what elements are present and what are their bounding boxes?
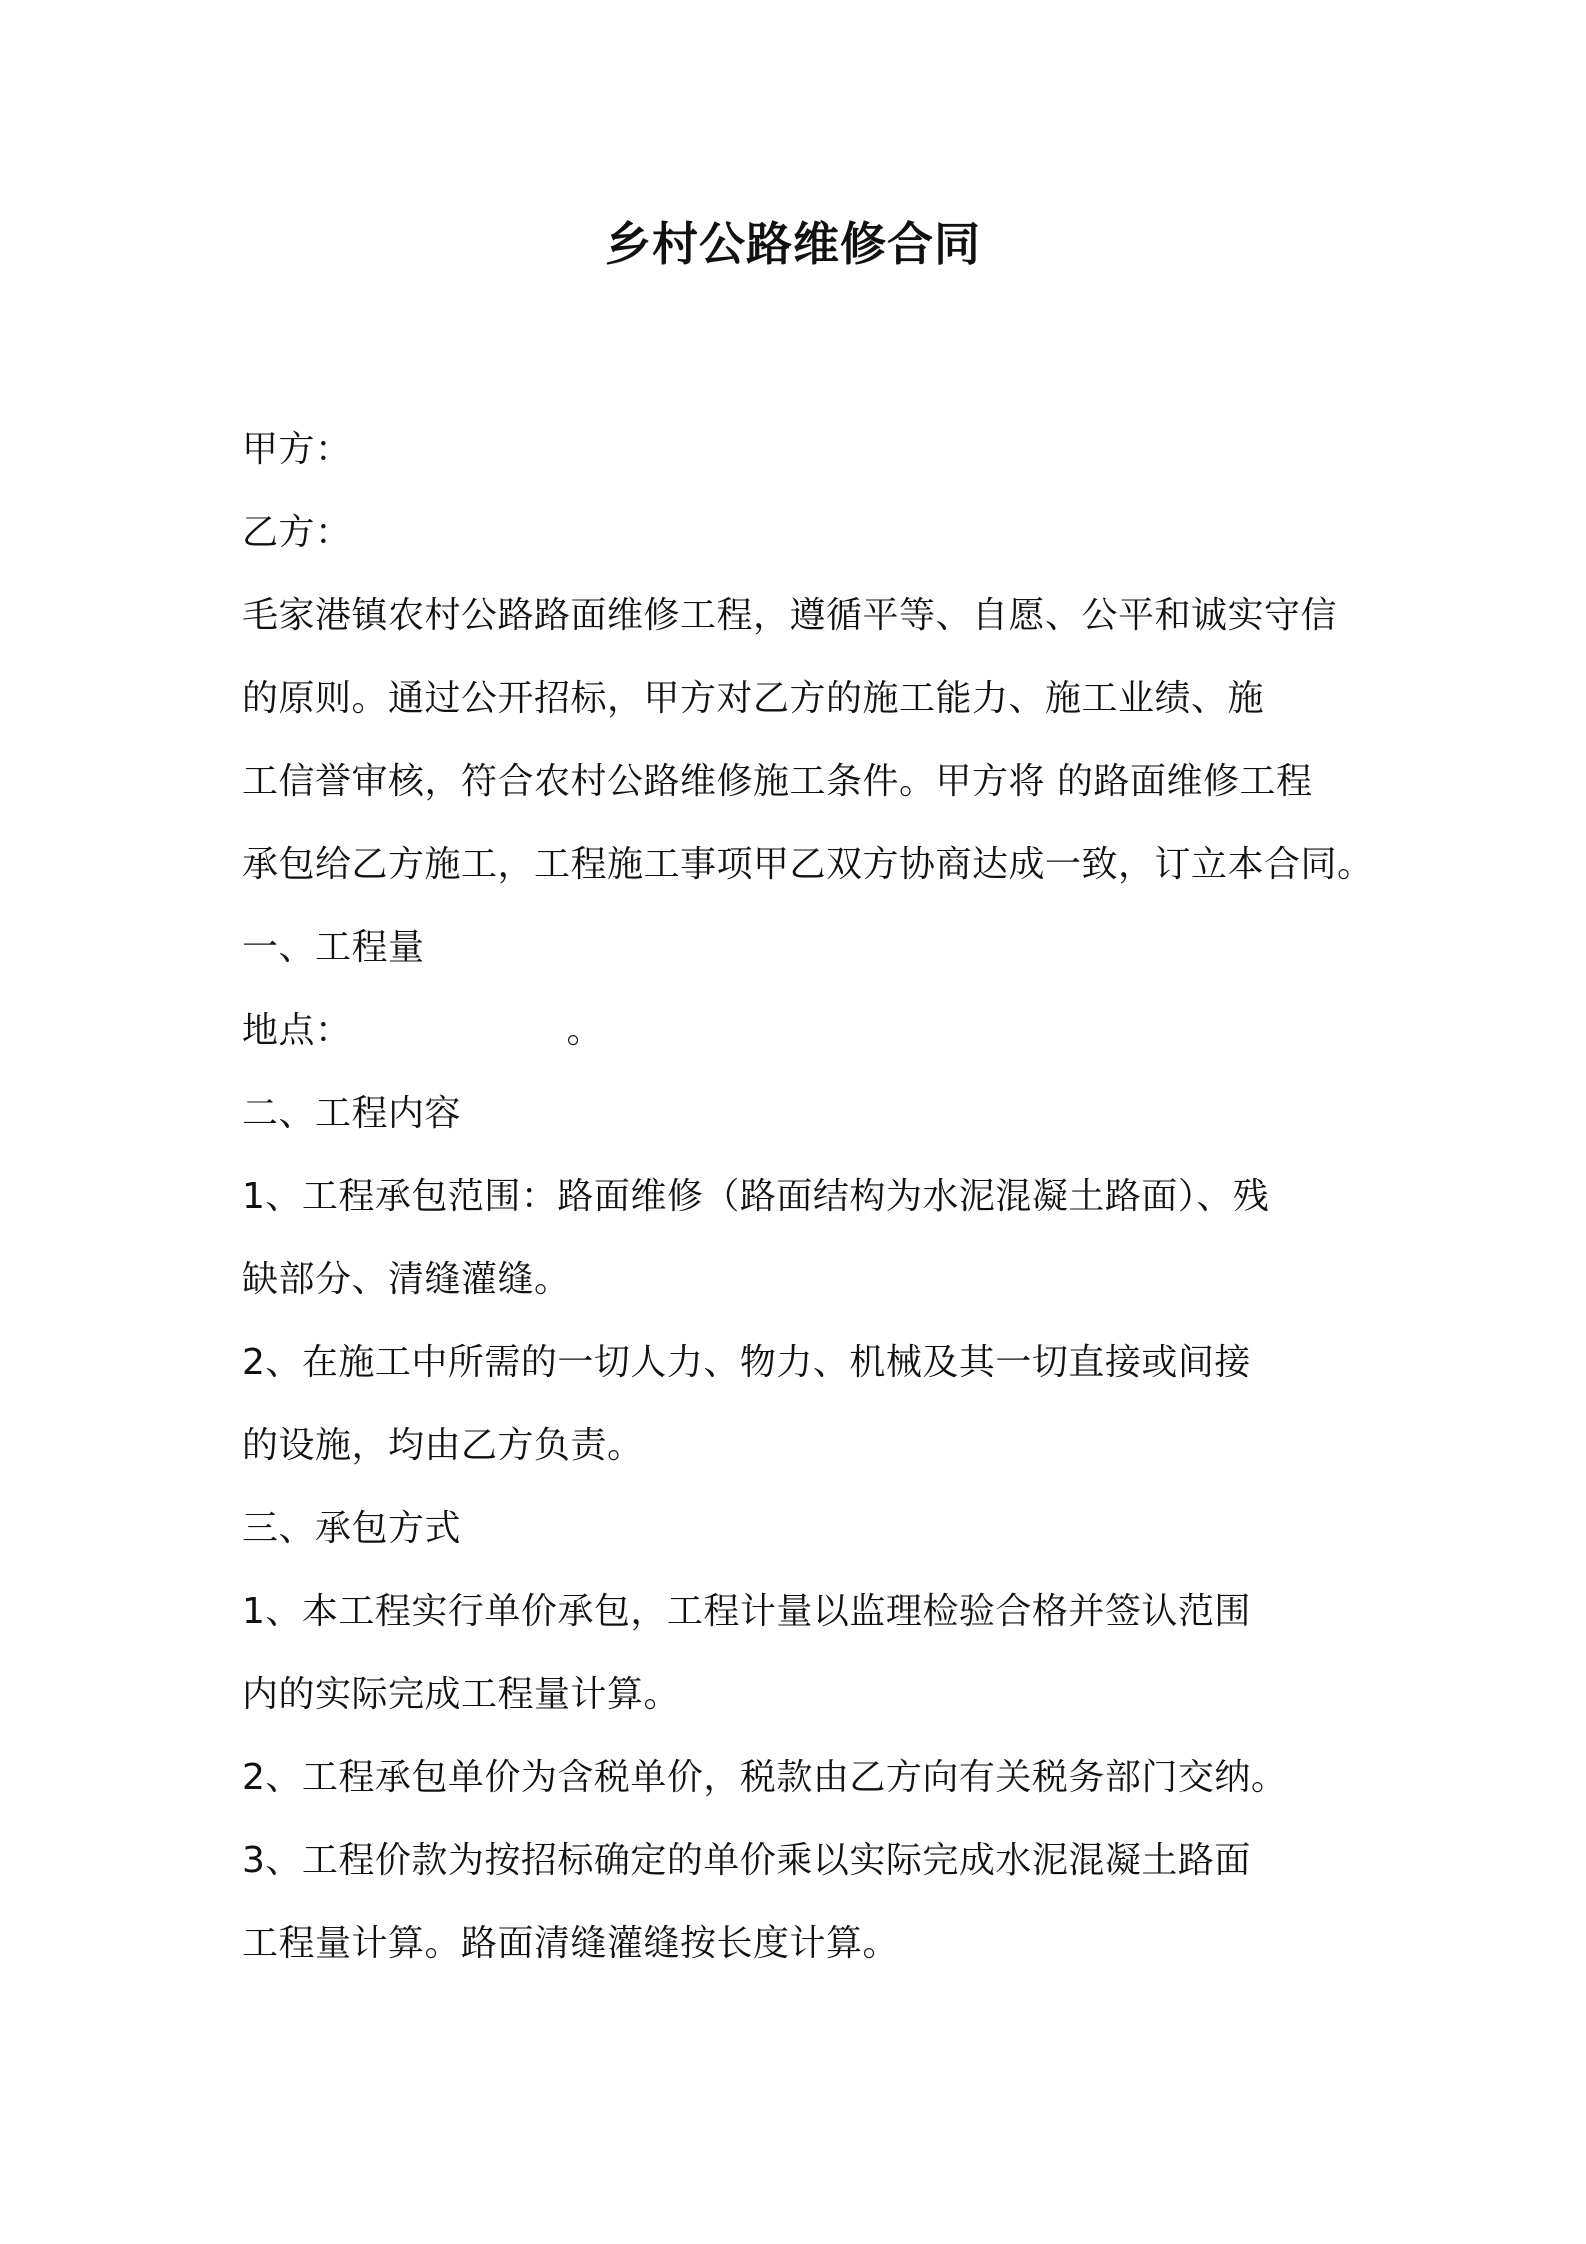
section-heading-content: 二、工程内容 [242, 1093, 462, 1134]
party-b-line: 乙方： [242, 512, 352, 553]
clause-line: 的设施，均由乙方负责。 [242, 1425, 644, 1466]
clause-line: 2、工程承包单价为含税单价，税款由乙方向有关税务部门交纳。 [242, 1757, 1288, 1798]
intro-paragraph-line: 工信誉审核，符合农村公路维修施工条件。甲方将 的路面维修工程 [242, 761, 1313, 802]
clause-line: 缺部分、清缝灌缝。 [242, 1259, 571, 1300]
document-title: 乡村公路维修合同 [605, 217, 981, 271]
clause-line: 1、本工程实行单价承包，工程计量以监理检验合格并签认范围 [242, 1591, 1251, 1632]
clause-line: 3、工程价款为按招标确定的单价乘以实际完成水泥混凝土路面 [242, 1840, 1251, 1881]
clause-line: 工程量计算。路面清缝灌缝按长度计算。 [242, 1923, 900, 1964]
clause-line: 2、在施工中所需的一切人力、物力、机械及其一切直接或间接 [242, 1342, 1251, 1383]
section-heading-quantity: 一、工程量 [242, 927, 425, 968]
intro-paragraph-line: 承包给乙方施工，工程施工事项甲乙双方协商达成一致，订立本合同。 [242, 844, 1374, 885]
location-line: 地点： 。 [242, 1010, 603, 1051]
intro-paragraph-line: 的原则。通过公开招标，甲方对乙方的施工能力、施工业绩、施 [242, 678, 1265, 719]
document-body [242, 408, 1374, 1985]
clause-line: 内的实际完成工程量计算。 [242, 1674, 681, 1715]
party-a-line: 甲方： [242, 429, 352, 470]
clause-line: 1、工程承包范围：路面维修（路面结构为水泥混凝土路面）、残 [242, 1176, 1270, 1217]
intro-paragraph-line: 毛家港镇农村公路路面维修工程，遵循平等、自愿、公平和诚实守信 [242, 595, 1338, 636]
section-heading-method: 三、承包方式 [242, 1508, 462, 1549]
